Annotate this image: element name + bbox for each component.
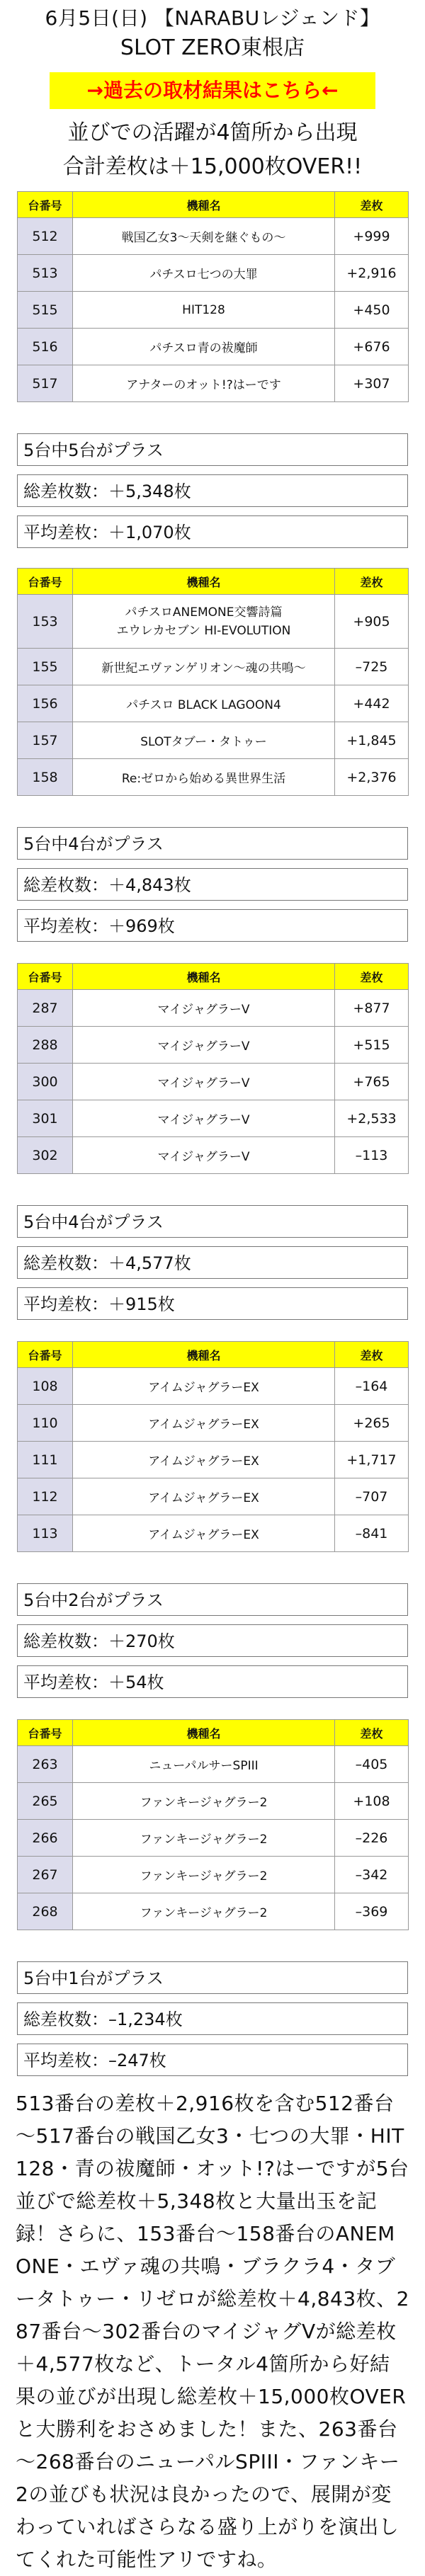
table-row [18,1820,409,1857]
table-row [18,759,409,796]
summary-plus-count: 5台中4台がプラス [17,1205,408,1238]
table-row [18,595,409,649]
summary-plus-count: 5台中4台がプラス [17,827,408,860]
diff-value: +265 [335,1405,409,1442]
header-diff: 差枚 [335,964,409,990]
machine-name: マイジャグラーV [73,1064,335,1100]
diff-value: +515 [335,1027,409,1064]
results-table [17,568,409,796]
machine-name: HIT128 [73,292,335,329]
diff-value: –342 [335,1857,409,1893]
table-row [18,1893,409,1930]
past-results-link[interactable]: →過去の取材結果はこちら← [50,72,375,109]
machine-name: 戦国乙女3～天剣を継ぐもの～ [73,218,335,255]
table-header-row [18,569,409,595]
result-group [0,1341,425,1698]
machine-number: 268 [18,1893,73,1930]
machine-name: パチスロ七つの大罪 [73,255,335,292]
table-header-row [18,964,409,990]
machine-number: 301 [18,1100,73,1137]
machine-number: 153 [18,595,73,649]
machine-name: アナターのオット!?はーです [73,365,335,402]
diff-value: +450 [335,292,409,329]
header-number: 台番号 [18,964,73,990]
diff-value: –369 [335,1893,409,1930]
summary-plus-count: 5台中5台がプラス [17,433,408,466]
machine-number: 267 [18,1857,73,1893]
table-row [18,1746,409,1783]
result-group [0,1719,425,2076]
results-table [17,963,409,1174]
machine-name: パチスロ青の祓魔師 [73,329,335,365]
machine-name: SLOTタブー・タトゥー [73,722,335,759]
table-row [18,1100,409,1137]
machine-number: 517 [18,365,73,402]
diff-value: +1,845 [335,722,409,759]
machine-name-line-1: パチスロANEMONE交響詩篇 [125,605,283,620]
machine-name: アイムジャグラーEX [73,1515,335,1552]
header-machine: 機種名 [73,569,335,595]
header-machine: 機種名 [73,1342,335,1368]
result-group [0,568,425,942]
machine-name: アイムジャグラーEX [73,1405,335,1442]
machine-number: 302 [18,1137,73,1174]
table-row [18,1515,409,1552]
machine-name: アイムジャグラーEX [73,1368,335,1405]
summary-average: 平均差枚：–247枚 [17,2044,408,2076]
summary-total: 総差枚数：＋4,577枚 [17,1246,408,1279]
lead-text [0,116,425,184]
results-table [17,191,409,402]
results-table [17,1719,409,1930]
machine-number: 287 [18,990,73,1027]
machine-number: 156 [18,685,73,722]
table-row [18,1783,409,1820]
table-row [18,1137,409,1174]
header-number: 台番号 [18,569,73,595]
diff-value: +877 [335,990,409,1027]
lead-line-1: 並びでの活躍が4箇所から出現 [67,120,358,145]
summary-total: 総差枚数：＋4,843枚 [17,868,408,901]
machine-number: 108 [18,1368,73,1405]
header-machine: 機種名 [73,964,335,990]
header-diff: 差枚 [335,1342,409,1368]
diff-value: –164 [335,1368,409,1405]
machine-name: パチスロ BLACK LAGOON4 [73,685,335,722]
table-row [18,218,409,255]
machine-name: マイジャグラーV [73,1027,335,1064]
result-group [0,191,425,548]
table-header-row [18,192,409,218]
page-header [0,0,425,64]
diff-value: +2,916 [335,255,409,292]
table-row [18,1857,409,1893]
table-row [18,685,409,722]
machine-number: 288 [18,1027,73,1064]
results-table [17,1341,409,1552]
diff-value: –405 [335,1746,409,1783]
table-row [18,1442,409,1478]
table-row [18,329,409,365]
machine-number: 516 [18,329,73,365]
machine-number: 512 [18,218,73,255]
table-row [18,722,409,759]
machine-number: 110 [18,1405,73,1442]
diff-value: +442 [335,685,409,722]
header-number: 台番号 [18,192,73,218]
diff-value: +905 [335,595,409,649]
summary-plus-count: 5台中2台がプラス [17,1583,408,1616]
machine-number: 300 [18,1064,73,1100]
machine-number: 266 [18,1820,73,1857]
summary-total: 総差枚数：–1,234枚 [17,2002,408,2035]
summary-total: 総差枚数：＋5,348枚 [17,474,408,507]
header-machine: 機種名 [73,192,335,218]
summary-paragraph: 513番台の差枚＋2,916枚を含む512番台～517番台の戦国乙女3・七つの大罪・HIT128・青の祓魔師・オット!?はーですが5台並びで総差枚＋5,348枚と大量出玉を記録！さらに、153番台～158番台のANEMONE・エヴァ魂の共鳴・ブラクラ4・タブータトゥー・リゼロが総差枚＋4,843枚、287番台～302番台のマイジャグVが総差枚＋4,577枚など、トータル4箇所から好結果の並びが出現し総差枚＋15,000枚OVERと大勝利をおさめました！また、263番台～268番台のニューパルSPIII・ファンキー2の並びも状況は良かったので、展開が変わっていればさらなる盛り上がりを演出してくれた可能性アリですね。 [16,2092,409,2571]
header-diff: 差枚 [335,569,409,595]
header-diff: 差枚 [335,1720,409,1746]
store-name: SLOT ZERO東根店 [120,35,305,60]
diff-value: +2,376 [335,759,409,796]
diff-value: +676 [335,329,409,365]
summary-average: 平均差枚：＋1,070枚 [17,515,408,548]
diff-value: +108 [335,1783,409,1820]
diff-value: –841 [335,1515,409,1552]
table-row [18,649,409,685]
machine-name: アイムジャグラーEX [73,1478,335,1515]
machine-name: ファンキージャグラー2 [73,1893,335,1930]
page-title: 6月5日(日) 【NARABUレジェンド】 [45,6,380,30]
table-row [18,1064,409,1100]
header-number: 台番号 [18,1342,73,1368]
diff-value: –725 [335,649,409,685]
machine-name: マイジャグラーV [73,1100,335,1137]
summary-total: 総差枚数：＋270枚 [17,1624,408,1657]
machine-name: アイムジャグラーEX [73,1442,335,1478]
machine-number: 157 [18,722,73,759]
machine-name: Re:ゼロから始める異世界生活 [73,759,335,796]
diff-value: –113 [335,1137,409,1174]
table-row [18,255,409,292]
header-number: 台番号 [18,1720,73,1746]
machine-name: ニューパルサーSPIII [73,1746,335,1783]
table-header-row [18,1720,409,1746]
table-row [18,990,409,1027]
diff-value: –707 [335,1478,409,1515]
result-group [0,963,425,1320]
table-row [18,365,409,402]
machine-name: 新世紀エヴァンゲリオン～魂の共鳴～ [73,649,335,685]
machine-name: ファンキージャグラー2 [73,1857,335,1893]
diff-value: +1,717 [335,1442,409,1478]
table-row [18,1478,409,1515]
machine-name: ファンキージャグラー2 [73,1783,335,1820]
table-row [18,1368,409,1405]
table-header-row [18,1342,409,1368]
machine-name: マイジャグラーV [73,990,335,1027]
table-row [18,292,409,329]
machine-name-line-2: エウレカセブン HI-EVOLUTION [116,623,291,638]
machine-number: 265 [18,1783,73,1820]
summary-average: 平均差枚：＋54枚 [17,1665,408,1698]
summary-average: 平均差枚：＋969枚 [17,909,408,942]
machine-number: 112 [18,1478,73,1515]
summary-plus-count: 5台中1台がプラス [17,1961,408,1994]
diff-value: –226 [335,1820,409,1857]
machine-number: 111 [18,1442,73,1478]
machine-number: 113 [18,1515,73,1552]
machine-number: 158 [18,759,73,796]
table-row [18,1027,409,1064]
machine-number: 263 [18,1746,73,1783]
diff-value: +999 [335,218,409,255]
summary-average: 平均差枚：＋915枚 [17,1287,408,1320]
machine-number: 513 [18,255,73,292]
header-diff: 差枚 [335,192,409,218]
machine-number: 515 [18,292,73,329]
lead-line-2: 合計差枚は＋15,000枚OVER!! [62,154,363,179]
machine-name: マイジャグラーV [73,1137,335,1174]
machine-name [73,595,335,649]
header-machine: 機種名 [73,1720,335,1746]
diff-value: +2,533 [335,1100,409,1137]
diff-value: +765 [335,1064,409,1100]
table-row [18,1405,409,1442]
diff-value: +307 [335,365,409,402]
machine-name: ファンキージャグラー2 [73,1820,335,1857]
machine-number: 155 [18,649,73,685]
